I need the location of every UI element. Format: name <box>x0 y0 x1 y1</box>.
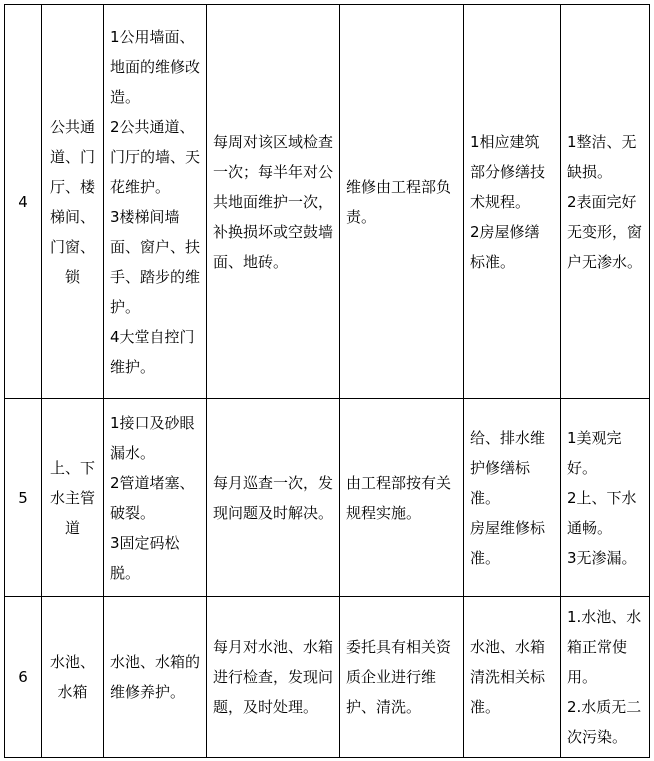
standard-item: 给、排水维护修缮标准。 <box>470 428 546 507</box>
content-cell <box>104 597 207 758</box>
table-row <box>5 399 650 597</box>
row-number: 6 <box>5 597 42 758</box>
content-cell <box>104 399 207 597</box>
quality-cell <box>561 399 650 597</box>
standard-item: 2房屋修缮标准。 <box>470 222 540 271</box>
content-item: 1接口及砂眼漏水。 <box>110 413 195 462</box>
quality-item: 3无渗漏。 <box>567 548 637 567</box>
quality-item: 1.水池、水箱正常使用。 <box>567 608 642 686</box>
row-number: 4 <box>5 5 42 399</box>
quality-cell <box>561 5 650 399</box>
cycle-cell: 每月对水池、水箱进行检查，发现问题，及时处理。 <box>207 597 340 758</box>
method-cell: 委托具有相关资质企业进行维护、清洗。 <box>340 597 464 758</box>
quality-item: 2上、下水通畅。 <box>567 488 637 537</box>
content-item: 水池、水箱的维修养护。 <box>110 653 201 701</box>
content-item: 4大堂自控门维护。 <box>110 327 195 376</box>
table-row <box>5 5 650 399</box>
content-item: 2公共通道、门厅的墙、天花维护。 <box>110 117 201 196</box>
cycle-cell: 每周对该区域检查一次；每半年对公共地面维护一次，补换损坏或空鼓墙面、地砖。 <box>207 5 340 399</box>
table-row <box>5 597 650 758</box>
content-item: 3固定码松脱。 <box>110 533 180 582</box>
content-cell <box>104 5 207 399</box>
content-item: 1公用墙面、地面的维修改造。 <box>110 27 201 106</box>
area-cell: 上、下水主管道 <box>42 399 104 597</box>
method-cell: 维修由工程部负责。 <box>340 5 464 399</box>
quality-item: 1美观完好。 <box>567 428 622 477</box>
quality-item: 2表面完好无变形，窗户无渗水。 <box>567 192 643 271</box>
cycle-cell: 每月巡查一次，发现问题及时解决。 <box>207 399 340 597</box>
quality-item: 2.水质无二次污染。 <box>567 698 642 746</box>
content-item: 3楼梯间墙面、窗户、扶手、踏步的维护。 <box>110 207 201 316</box>
quality-cell <box>561 597 650 758</box>
area-cell: 公共通道、门厅、楼梯间、门窗、锁 <box>42 5 104 399</box>
area-cell: 水池、水箱 <box>42 597 104 758</box>
quality-item: 1整洁、无缺损。 <box>567 132 637 181</box>
maintenance-table <box>4 4 650 758</box>
standard-cell <box>464 5 561 399</box>
standard-item: 1相应建筑部分修缮技术规程。 <box>470 132 546 211</box>
standard-cell <box>464 597 561 758</box>
standard-item: 水池、水箱清洗相关标准。 <box>470 638 546 716</box>
content-item: 2管道堵塞、破裂。 <box>110 473 195 522</box>
standard-cell <box>464 399 561 597</box>
row-number: 5 <box>5 399 42 597</box>
standard-item: 房屋维修标准。 <box>470 518 546 567</box>
method-cell: 由工程部按有关规程实施。 <box>340 399 464 597</box>
